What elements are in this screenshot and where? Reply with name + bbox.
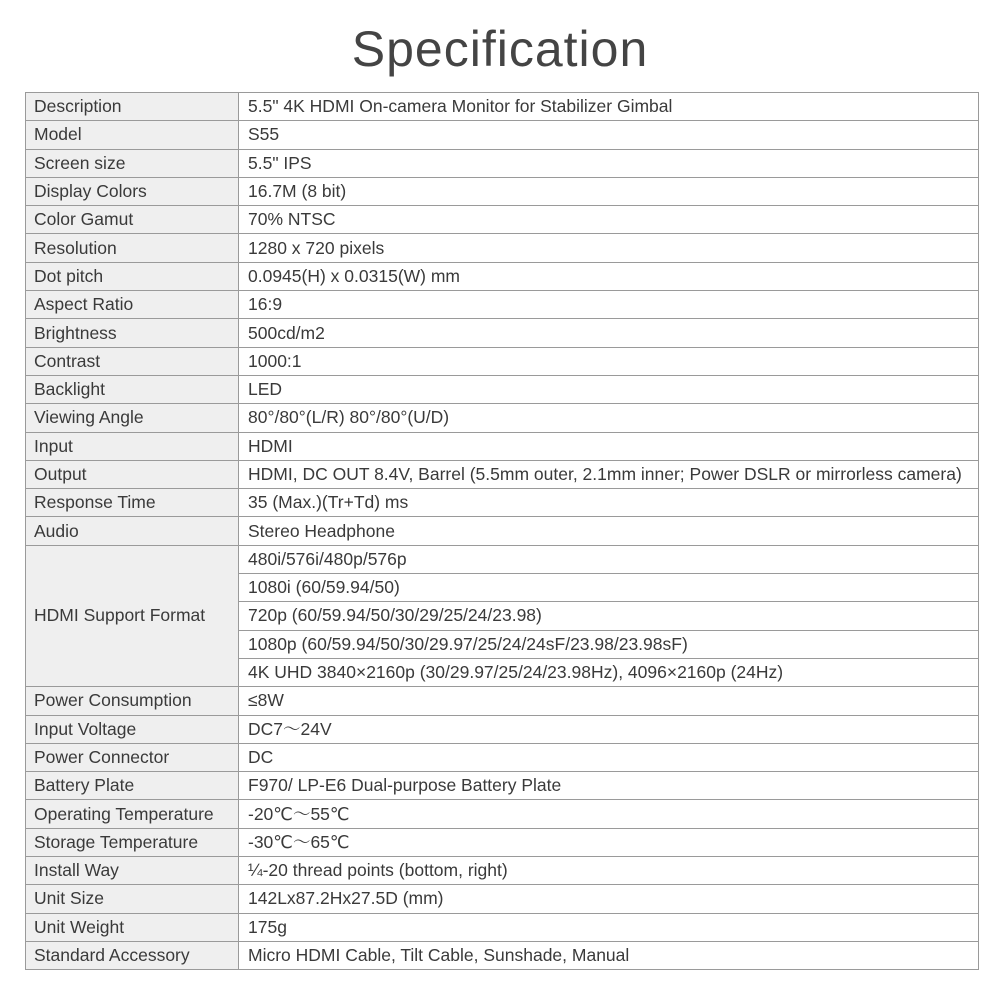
spec-value: 1080p (60/59.94/50/30/29.97/25/24/24sF/23.98/23.98sF) <box>239 630 979 658</box>
spec-label: Storage Temperature <box>26 828 239 856</box>
spec-row <box>26 517 979 545</box>
spec-label: Power Consumption <box>26 687 239 715</box>
spec-row <box>26 432 979 460</box>
spec-label: Brightness <box>26 319 239 347</box>
spec-label: Screen size <box>26 149 239 177</box>
spec-value: 5.5" IPS <box>239 149 979 177</box>
spec-value: 500cd/m2 <box>239 319 979 347</box>
spec-label: HDMI Support Format <box>26 545 239 686</box>
spec-label: Aspect Ratio <box>26 291 239 319</box>
spec-row <box>26 857 979 885</box>
spec-value: HDMI, DC OUT 8.4V, Barrel (5.5mm outer, 2.1mm inner; Power DSLR or mirrorless camera) <box>239 460 979 488</box>
spec-value: 142Lx87.2Hx27.5D (mm) <box>239 885 979 913</box>
spec-label: Viewing Angle <box>26 404 239 432</box>
spec-value: DC7～24V <box>239 715 979 743</box>
spec-value: 175g <box>239 913 979 941</box>
spec-value: ≤8W <box>239 687 979 715</box>
spec-label: Install Way <box>26 857 239 885</box>
spec-value: 16:9 <box>239 291 979 319</box>
spec-row <box>26 262 979 290</box>
spec-value: 4K UHD 3840×2160p (30/29.97/25/24/23.98Hz), 4096×2160p (24Hz) <box>239 658 979 686</box>
page-title: Specification <box>351 21 649 77</box>
spec-value: F970/ LP-E6 Dual-purpose Battery Plate <box>239 772 979 800</box>
spec-row <box>26 545 979 573</box>
spec-row <box>26 913 979 941</box>
spec-row <box>26 206 979 234</box>
spec-row <box>26 715 979 743</box>
spec-row <box>26 885 979 913</box>
spec-label: Unit Weight <box>26 913 239 941</box>
spec-value: 480i/576i/480p/576p <box>239 545 979 573</box>
spec-value: Stereo Headphone <box>239 517 979 545</box>
spec-row <box>26 375 979 403</box>
spec-value: 1080i (60/59.94/50) <box>239 574 979 602</box>
spec-label: Description <box>26 93 239 121</box>
spec-value: 70% NTSC <box>239 206 979 234</box>
spec-table <box>25 92 979 970</box>
spec-value: DC <box>239 743 979 771</box>
spec-label: Color Gamut <box>26 206 239 234</box>
spec-label: Display Colors <box>26 177 239 205</box>
spec-value: LED <box>239 375 979 403</box>
spec-row <box>26 460 979 488</box>
spec-table-body <box>26 93 979 970</box>
spec-row <box>26 291 979 319</box>
spec-value: 80°/80°(L/R) 80°/80°(U/D) <box>239 404 979 432</box>
spec-value: 1000:1 <box>239 347 979 375</box>
spec-label: Standard Accessory <box>26 941 239 969</box>
spec-row <box>26 347 979 375</box>
spec-label: Input <box>26 432 239 460</box>
spec-row <box>26 743 979 771</box>
spec-label: Battery Plate <box>26 772 239 800</box>
spec-label: Power Connector <box>26 743 239 771</box>
spec-row <box>26 687 979 715</box>
spec-label: Dot pitch <box>26 262 239 290</box>
spec-value: S55 <box>239 121 979 149</box>
spec-label: Unit Size <box>26 885 239 913</box>
spec-value: 1280 x 720 pixels <box>239 234 979 262</box>
spec-label: Audio <box>26 517 239 545</box>
spec-row <box>26 149 979 177</box>
spec-value: 16.7M (8 bit) <box>239 177 979 205</box>
spec-label: Response Time <box>26 489 239 517</box>
spec-row <box>26 828 979 856</box>
spec-value: 0.0945(H) x 0.0315(W) mm <box>239 262 979 290</box>
spec-label: Operating Temperature <box>26 800 239 828</box>
spec-label: Backlight <box>26 375 239 403</box>
spec-label: Input Voltage <box>26 715 239 743</box>
spec-value: ¼-20 thread points (bottom, right) <box>239 857 979 885</box>
spec-value: 5.5" 4K HDMI On-camera Monitor for Stabilizer Gimbal <box>239 93 979 121</box>
spec-label: Model <box>26 121 239 149</box>
spec-row <box>26 772 979 800</box>
spec-row <box>26 93 979 121</box>
spec-row <box>26 319 979 347</box>
spec-row <box>26 177 979 205</box>
spec-label: Output <box>26 460 239 488</box>
spec-row <box>26 121 979 149</box>
spec-label: Resolution <box>26 234 239 262</box>
spec-value: -20℃～55℃ <box>239 800 979 828</box>
spec-row <box>26 800 979 828</box>
spec-row <box>26 941 979 969</box>
spec-row <box>26 489 979 517</box>
spec-row <box>26 404 979 432</box>
spec-value: HDMI <box>239 432 979 460</box>
spec-value: 720p (60/59.94/50/30/29/25/24/23.98) <box>239 602 979 630</box>
spec-value: 35 (Max.)(Tr+Td) ms <box>239 489 979 517</box>
spec-label: Contrast <box>26 347 239 375</box>
spec-row <box>26 234 979 262</box>
spec-value: Micro HDMI Cable, Tilt Cable, Sunshade, Manual <box>239 941 979 969</box>
spec-value: -30℃～65℃ <box>239 828 979 856</box>
